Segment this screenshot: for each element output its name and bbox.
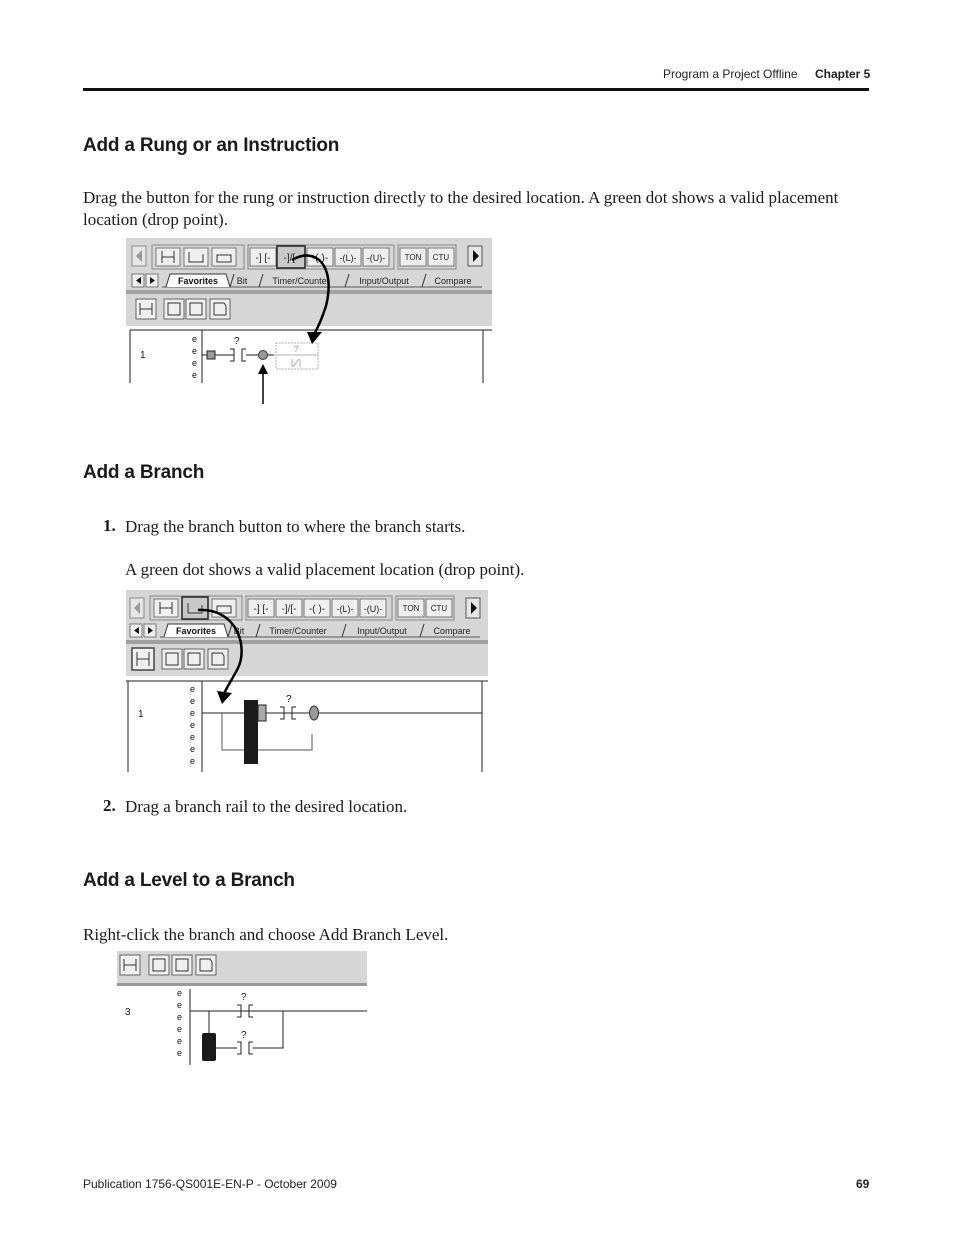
- step-text-2: Drag a branch rail to the desired location.: [125, 797, 408, 816]
- rail-mark: e: [177, 1000, 183, 1010]
- rail-mark: e: [190, 708, 196, 718]
- ote-button-label: -( )-: [308, 604, 326, 615]
- rung-number: 3: [125, 1007, 131, 1018]
- footer-page-number: 69: [856, 1177, 870, 1191]
- xio-button-label: -]/[-: [283, 253, 299, 264]
- edit-toolbar-button-4[interactable]: [196, 955, 216, 975]
- step-note-1: A green dot shows a valid placement location (drop point).: [125, 560, 525, 579]
- ton-button-label: TON: [402, 604, 420, 613]
- tag-placeholder: ?: [241, 1030, 247, 1041]
- rail-mark: e: [192, 370, 198, 380]
- tab-favorites-label: Favorites: [175, 626, 217, 636]
- rail-mark: e: [190, 684, 196, 694]
- figure-add-rung-screenshot: [126, 236, 492, 404]
- tab-bit-label[interactable]: Bit: [236, 276, 248, 286]
- rail-mark: e: [177, 1024, 183, 1034]
- running-header-chapter: Chapter 5: [815, 67, 871, 81]
- edit-toolbar-button-4[interactable]: [208, 649, 228, 669]
- rail-mark: e: [190, 732, 196, 742]
- rail-mark: e: [177, 988, 183, 998]
- edit-toolbar-button-3[interactable]: [172, 955, 192, 975]
- footer-publication: Publication 1756-QS001E-EN-P - October 2009: [83, 1177, 337, 1191]
- tab-compare-label[interactable]: Compare: [434, 276, 472, 286]
- section-heading-add-branch: Add a Branch: [83, 462, 205, 483]
- edit-toolbar-button-3[interactable]: [184, 649, 204, 669]
- start-marker: [207, 351, 215, 359]
- branch-rail-highlight[interactable]: [202, 1033, 216, 1061]
- branch-level-button[interactable]: [212, 248, 236, 266]
- xio-button-label: -]/[-: [281, 604, 297, 615]
- edit-toolbar-button-2[interactable]: [164, 299, 184, 319]
- otu-button-label: -(U)-: [363, 604, 383, 614]
- ctu-button-label: CTU: [432, 253, 450, 262]
- rail-mark: e: [192, 346, 198, 356]
- branch-button[interactable]: [182, 597, 208, 619]
- tag-placeholder: ?: [241, 992, 247, 1003]
- tab-timer-counter-label[interactable]: Timer/Counter: [272, 276, 330, 286]
- tab-input-output-label[interactable]: Input/Output: [357, 626, 407, 636]
- rung-number: 1: [140, 350, 146, 361]
- tab-timer-counter-label[interactable]: Timer/Counter: [269, 626, 327, 636]
- ctu-button-label: CTU: [430, 604, 448, 613]
- otl-button-label: -(L)-: [339, 253, 357, 263]
- running-header-title: Program a Project Offline: [663, 67, 798, 81]
- tab-input-output-label[interactable]: Input/Output: [359, 276, 409, 286]
- edit-toolbar-button-3[interactable]: [186, 299, 206, 319]
- rung-number: 1: [138, 709, 144, 720]
- section-paragraph-add-rung: Drag the button for the rung or instruction directly to the desired location. A green dot shows a valid placement location (drop point).: [83, 188, 839, 229]
- branch-level-button[interactable]: [212, 599, 236, 617]
- xic-button-label: -] [-: [255, 253, 271, 264]
- xic-button-label: -] [-: [253, 604, 269, 615]
- section-heading-add-level: Add a Level to a Branch: [83, 870, 295, 891]
- tab-compare-label[interactable]: Compare: [433, 626, 471, 636]
- step-text-1: Drag the branch button to where the branch starts.: [125, 517, 466, 536]
- figure-add-level-screenshot: [117, 951, 367, 1067]
- section-paragraph-add-level: Right-click the branch and choose Add Branch Level.: [83, 925, 449, 944]
- tag-placeholder: ?: [234, 336, 240, 347]
- branch-rail-highlight[interactable]: [244, 700, 258, 764]
- branch-start-marker: [258, 705, 266, 721]
- rail-mark: e: [190, 696, 196, 706]
- edit-toolbar-button-4[interactable]: [210, 299, 230, 319]
- rail-mark: e: [177, 1036, 183, 1046]
- rail-mark: e: [177, 1048, 183, 1058]
- edit-toolbar-button-2[interactable]: [162, 649, 182, 669]
- rail-mark: e: [192, 334, 198, 344]
- branch-button[interactable]: [184, 248, 208, 266]
- tab-favorites-label: Favorites: [177, 276, 219, 286]
- ghost-tag-placeholder: ?: [293, 344, 299, 354]
- rail-mark: e: [190, 720, 196, 730]
- figure-add-branch-screenshot: [126, 588, 488, 774]
- drop-point-dot: [259, 351, 268, 360]
- drop-point-dot: [310, 706, 319, 720]
- section-heading-add-rung: Add a Rung or an Instruction: [83, 135, 340, 156]
- tab-bit-label[interactable]: Bit: [233, 626, 245, 636]
- tag-placeholder: ?: [286, 694, 292, 705]
- otu-button-label: -(U)-: [366, 253, 386, 263]
- ton-button-label: TON: [404, 253, 422, 262]
- rail-mark: e: [192, 358, 198, 368]
- header-rule: [83, 88, 869, 91]
- rail-mark: e: [190, 744, 196, 754]
- step-number-2: 2.: [103, 796, 116, 815]
- ote-button-label: -( )-: [311, 253, 329, 264]
- edit-toolbar-button-2[interactable]: [149, 955, 169, 975]
- rail-mark: e: [190, 756, 196, 766]
- rail-mark: e: [177, 1012, 183, 1022]
- step-number-1: 1.: [103, 516, 116, 535]
- otl-button-label: -(L)-: [336, 604, 354, 614]
